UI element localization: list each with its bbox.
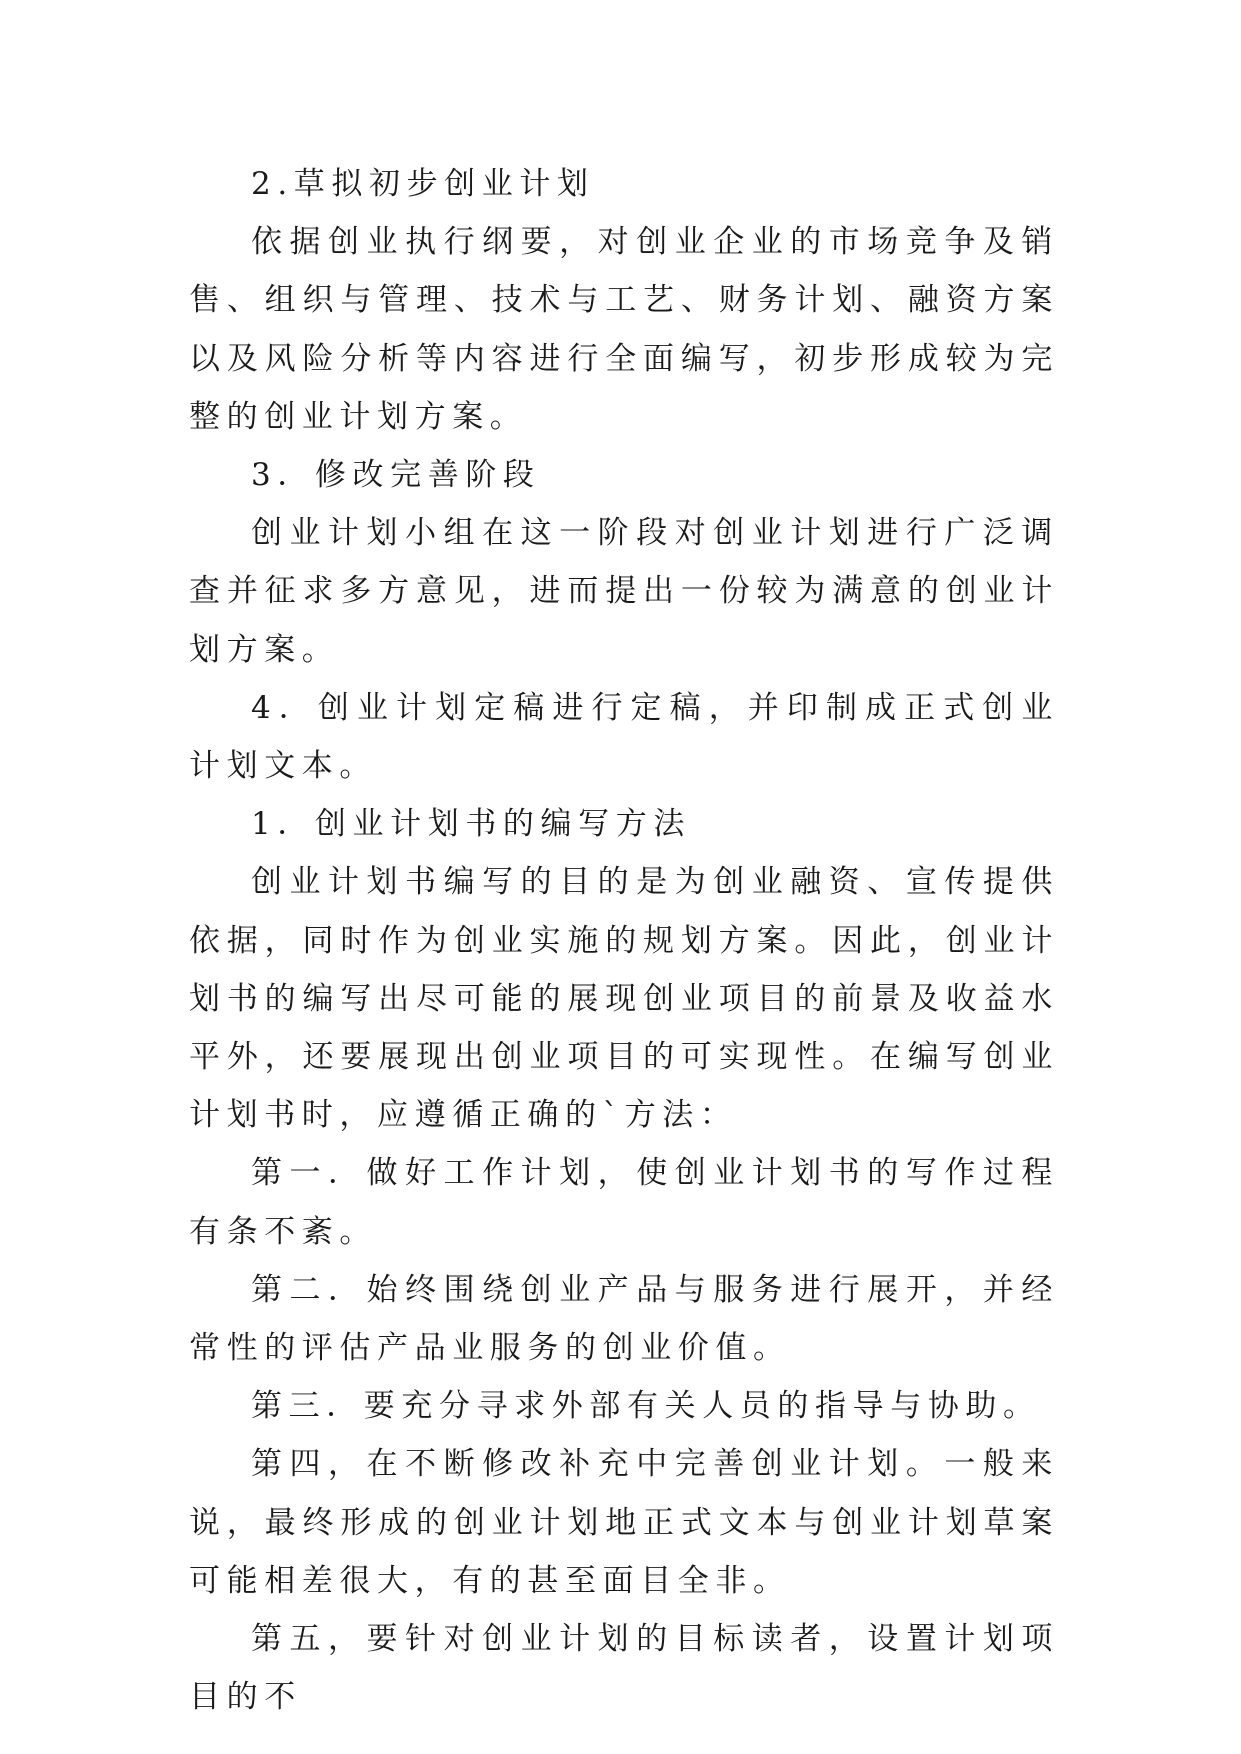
- paragraph-revise-stage: 创业计划小组在这一阶段对创业计划进行广泛调查并征求多方意见，进而提出一份较为满意的创业计划方案。: [189, 515, 1059, 668]
- heading-draft-plan: 2.草拟初步创业计划: [251, 166, 595, 202]
- document-body: [189, 155, 1059, 1726]
- heading-revise-stage: 3．修改完善阶段: [251, 457, 541, 494]
- paragraph-fifth-point: 第五，要针对创业计划的目标读者，设置计划项目的不: [189, 1621, 1059, 1716]
- heading-writing-method: 1．创业计划书的编写方法: [251, 806, 691, 843]
- paragraph-finalize: 4．创业计划定稿进行定稿，并印制成正式创业计划文本。: [189, 689, 1059, 785]
- paragraph-second-point: 第二．始终围绕创业产品与服务进行展开，并经常性的评估产品业服务的创业价值。: [189, 1271, 1059, 1367]
- paragraph-fourth-point: 第四，在不断修改补充中完善创业计划。一般来说，最终形成的创业计划地正式文本与创业计划草案可能相差很大，有的甚至面目全非。: [189, 1446, 1059, 1599]
- paragraph-writing-purpose: 创业计划书编写的目的是为创业融资、宣传提供依据，同时作为创业实施的规划方案。因此，创业计划书的编写出尽可能的展现创业项目的前景及收益水平外，还要展现出创业项目的可实现性。在编写创业计划书时，应遵循正确的`方法：: [189, 864, 1059, 1134]
- paragraph-third-point: 第三．要充分寻求外部有关人员的指导与协助。: [251, 1388, 1041, 1425]
- paragraph-first-point: 第一．做好工作计划，使创业计划书的写作过程有条不紊。: [189, 1155, 1059, 1250]
- paragraph-draft-plan: 依据创业执行纲要，对创业企业的市场竞争及销售、组织与管理、技术与工艺、财务计划、融资方案以及风险分析等内容进行全面编写，初步形成较为完整的创业计划方案。: [189, 224, 1059, 435]
